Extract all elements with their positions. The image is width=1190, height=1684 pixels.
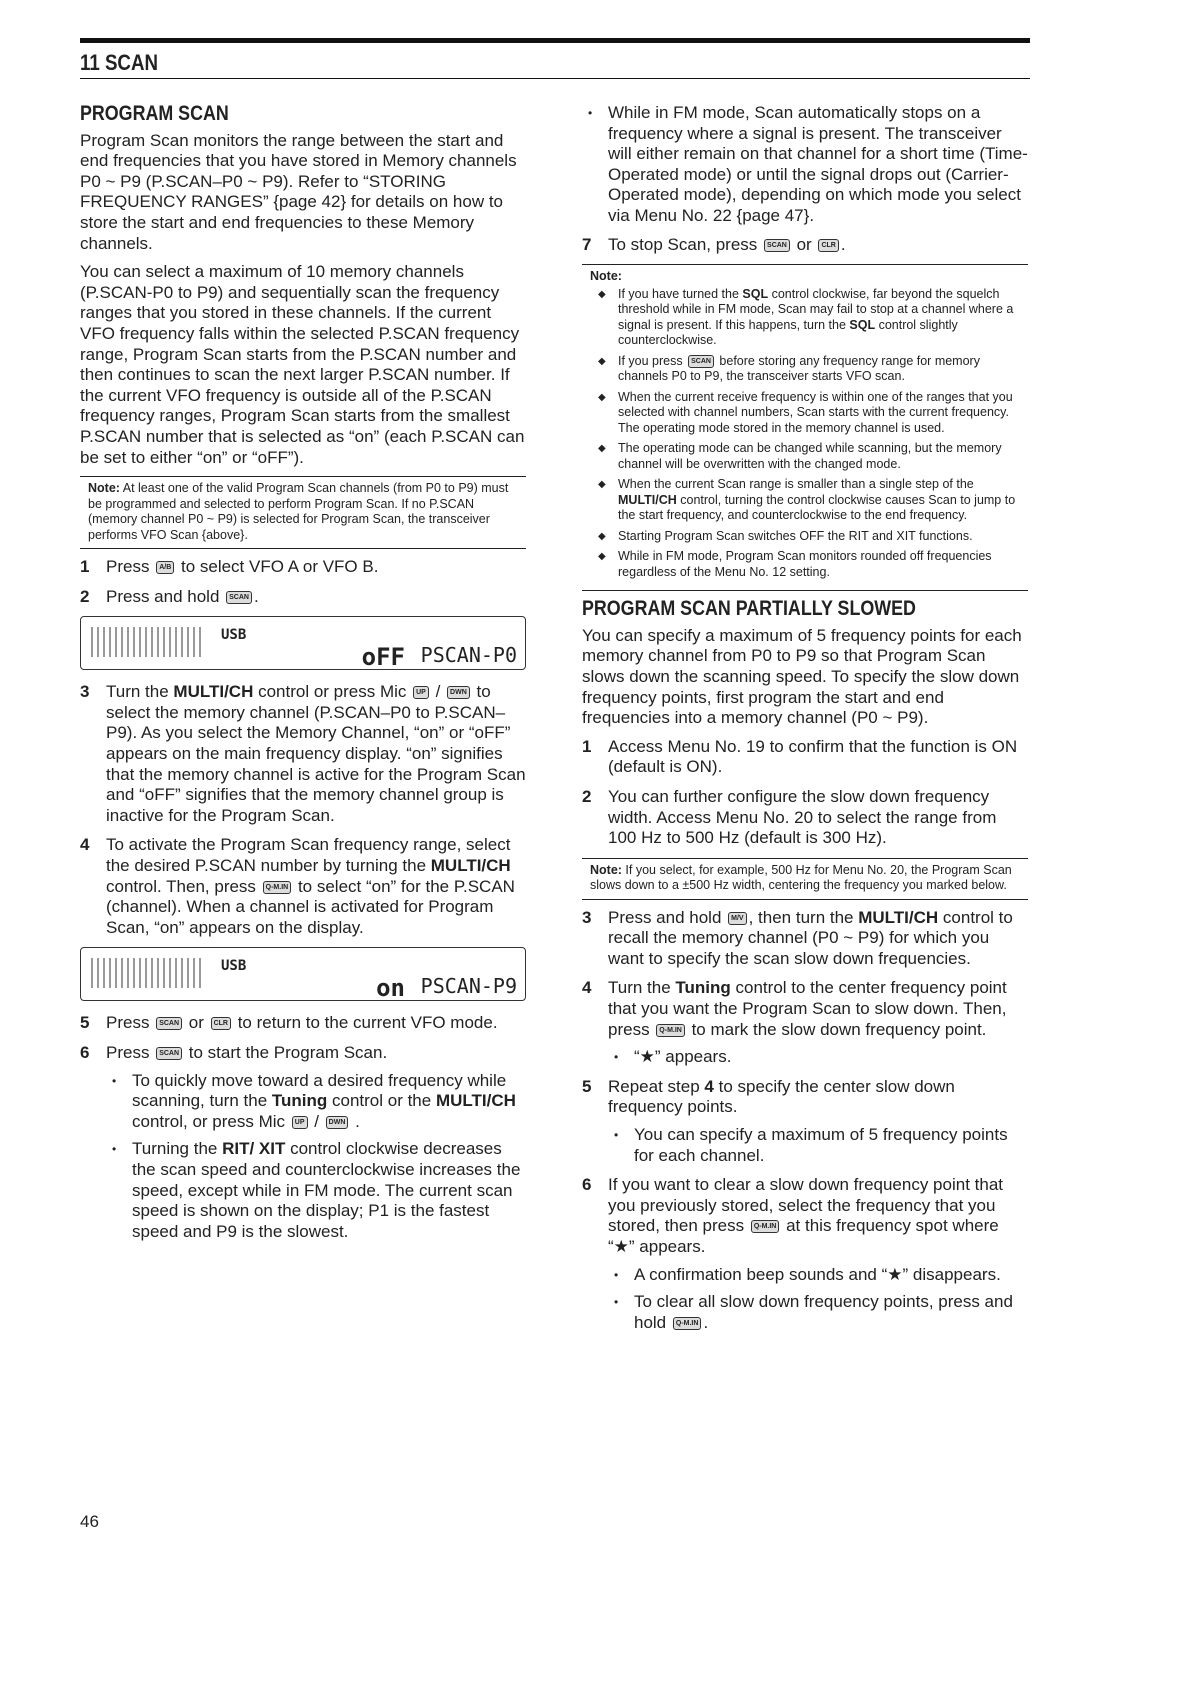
key-qmin-icon: Q-M.IN <box>673 1317 702 1330</box>
key-mv-icon: M/V <box>728 912 746 925</box>
bullet-item <box>106 1139 526 1242</box>
step-3 <box>80 682 526 826</box>
text-run: . <box>253 586 259 606</box>
text-run: If you press <box>618 353 687 368</box>
step-number: 3 <box>582 907 592 927</box>
step-6 <box>80 1043 526 1242</box>
step-number: 1 <box>582 736 592 756</box>
text-run: The operating mode can be changed while scanning, but the memory channel will be overwritten with the changed mode. <box>618 441 1002 471</box>
note-box <box>80 476 526 549</box>
text-run: To activate the Program Scan frequency range, select the desired P.SCAN number by turning the <box>106 835 511 876</box>
text-run: control or the <box>327 1091 436 1111</box>
step-2 <box>80 587 526 608</box>
step-4 <box>80 835 526 938</box>
text-run: If you have turned the <box>618 286 743 301</box>
text-run: . <box>840 234 846 254</box>
bold-term: RIT/ XIT <box>222 1139 286 1159</box>
text-run: control, turning the control clockwise causes Scan to jump to the start frequency, and counterclockwise to the end frequency. <box>618 492 1016 523</box>
text-run: Repeat step <box>608 1076 705 1096</box>
text-run: To clear all slow down frequency points, press and hold <box>634 1292 1013 1332</box>
chapter-title: 11 SCAN <box>80 50 158 75</box>
step-number: 6 <box>582 1175 592 1195</box>
page-number: 46 <box>80 1512 99 1531</box>
key-dwn-icon: DWN <box>447 686 470 699</box>
step-6 <box>582 1175 1028 1333</box>
text-run: You can specify a maximum of 5 frequency points for each channel. <box>634 1125 1008 1165</box>
paragraph <box>582 626 1028 729</box>
step-number: 5 <box>80 1013 90 1033</box>
key-scan-icon: SCAN <box>156 1017 182 1030</box>
text-run: or <box>184 1013 209 1033</box>
text-run: While in FM mode, Program Scan monitors rounded off frequencies regardless of the Menu No. 12 setting. <box>618 549 992 579</box>
text-run: Turning the <box>132 1139 223 1159</box>
key-clr-icon: CLR <box>211 1017 231 1030</box>
lcd-mode: USB <box>221 627 247 644</box>
paragraph <box>80 131 526 255</box>
right-column <box>582 103 1028 1342</box>
step-number: 4 <box>80 835 90 855</box>
text-run: Press <box>106 1013 155 1033</box>
bold-term: MULTI/CH <box>173 682 254 702</box>
section-heading: PROGRAM SCAN <box>80 102 229 125</box>
text-run: When the current receive frequency is within one of the ranges that you selected with channel numbers, Scan starts with the current frequency. The operating mode stored in the memory channel is used. <box>618 389 1013 435</box>
bold-term: SQL <box>742 286 769 301</box>
bold-term: MULTI/CH <box>430 856 511 876</box>
key-scan-icon: SCAN <box>226 591 252 604</box>
text-run: Turn the <box>608 978 676 998</box>
key-ab-icon: A/B <box>156 561 174 574</box>
text-run: When the current Scan range is smaller than a single step of the <box>618 477 974 492</box>
step-number: 2 <box>582 786 592 806</box>
s-meter-graphic <box>91 958 201 988</box>
text-run: to mark the slow down frequency point. <box>686 1019 987 1039</box>
text-run: Press <box>106 557 155 577</box>
bullet-item <box>582 103 1028 227</box>
text-run: While in FM mode, Scan automatically stops on a frequency where a signal is present. The transceiver will either remain on that channel for a short time (Time-Operated mode) or until the signal drops out (Carrier-Operated mode), depending on which mode you select via Menu No. 22 {page 47}. <box>608 103 1028 225</box>
lcd-main-readout: oFF <box>361 642 405 671</box>
text-run: Access Menu No. 19 to confirm that the function is ON (default is ON). <box>608 736 1018 777</box>
note-item <box>590 390 1020 437</box>
text-run: to specify the center slow down frequency points. <box>608 1076 955 1117</box>
step-5 <box>582 1077 1028 1166</box>
step-number: 3 <box>80 682 90 702</box>
text-run: control or press Mic <box>253 682 412 702</box>
text-run: to return to the current VFO mode. <box>232 1013 498 1033</box>
bold-term: MULTI/CH <box>618 492 677 507</box>
text-run: . <box>350 1111 360 1131</box>
step-number: 4 <box>582 978 592 998</box>
text-run: You can select a maximum of 10 memory channels (P.SCAN-P0 to P9) and sequentially scan the frequency ranges that you stored in these channels. If the current VFO frequency falls within the selected P.SCAN frequency range, Program Scan starts from the P.SCAN number and then continues to scan the next larger P.SCAN number. If the current VFO frequency is outside all of the P.SCAN frequency ranges, Program Scan starts from the smallest P.SCAN number that is selected as “on” (each P.SCAN can be set to either “on” or “oFF”). <box>80 262 525 467</box>
bold-term: Note: <box>88 481 120 496</box>
note-item <box>590 287 1020 349</box>
bullet-item <box>608 1292 1028 1333</box>
text-run: to select “on” for the P.SCAN (channel). When a channel is activated for Program Scan, “on” appears on the display. <box>106 876 515 937</box>
bold-term: Tuning <box>675 978 731 998</box>
bold-term: SQL <box>849 317 876 332</box>
key-qmin-icon: Q-M.IN <box>751 1220 780 1233</box>
text-run: A confirmation beep sounds and “★” disappears. <box>634 1264 1001 1284</box>
key-scan-icon: SCAN <box>156 1047 182 1060</box>
text-run: control clockwise decreases the scan speed and counterclockwise increases the speed, except while in FM mode. The current scan speed is shown on the display; P1 is the fastest speed and P9 is the slowest. <box>132 1139 521 1241</box>
text-run: Press and hold <box>106 586 225 606</box>
header-divider <box>80 78 1030 79</box>
bold-term: Tuning <box>271 1091 328 1111</box>
text-run: before storing any frequency range for memory channels P0 to P9, the transceiver starts VFO scan. <box>618 353 980 384</box>
note-item <box>590 549 1020 580</box>
section-heading: PROGRAM SCAN PARTIALLY SLOWED <box>582 597 916 621</box>
text-run: “★” appears. <box>634 1047 732 1067</box>
text-run: Turn the <box>106 682 174 702</box>
bullet-item <box>608 1125 1028 1166</box>
text-run: or <box>791 234 817 254</box>
text-run: To quickly move toward a desired frequency while scanning, turn the <box>132 1070 507 1111</box>
text-run: If you want to clear a slow down frequency point that you previously stored, select the frequency that you stored, then press <box>608 1175 1004 1236</box>
text-run: control, or press Mic <box>132 1111 290 1131</box>
bullet-group <box>582 103 1028 227</box>
step-7 <box>582 235 1028 256</box>
step-number: 5 <box>582 1076 592 1096</box>
text-run: Starting Program Scan switches OFF the RIT and XIT functions. <box>618 528 973 543</box>
step-4 <box>582 978 1028 1067</box>
text-run: control to recall the memory channel (P0 ~ P9) for which you want to specify the scan slow down frequencies. <box>608 907 1013 968</box>
key-up-icon: UP <box>413 686 429 699</box>
key-scan-icon: SCAN <box>764 239 790 252</box>
bullet-item <box>608 1265 1028 1286</box>
text-run: at this frequency spot where “★” appears. <box>608 1216 999 1256</box>
note-item <box>590 477 1020 524</box>
text-run: . <box>703 1312 709 1332</box>
text-run: to select the memory channel (P.SCAN–P0 to P.SCAN–P9). As you select the Memory Channel, “on” or “oFF” appears on the main frequency display. “on” signifies that the memory channel is active for the Program Scan and “oFF” signifies that the memory channel group is inactive for the Program Scan. <box>106 682 526 825</box>
lcd-mode: USB <box>221 958 247 975</box>
step-2 <box>582 787 1028 849</box>
text-run: Press <box>106 1043 155 1062</box>
text-run: control to the center frequency point that you want the Program Scan to slow down. Then, press <box>608 978 1007 1039</box>
text-run: To stop Scan, press <box>608 234 763 254</box>
step-number: 6 <box>80 1043 90 1062</box>
step-3 <box>582 908 1028 970</box>
note-items <box>590 287 1020 581</box>
s-meter-graphic <box>91 627 201 657</box>
lcd-channel: PSCAN-P9 <box>420 973 517 998</box>
text-run: Program Scan monitors the range between the start and end frequencies that you have stored in Memory channels P0 ~ P9 (P.SCAN–P0 ~ P9). Refer to “STORING FREQUENCY RANGES” {page 42} for details on how to store the start and end frequencies to these Memory channels. <box>80 130 517 253</box>
bold-term: 4 <box>704 1076 714 1096</box>
text-run: You can further configure the slow down frequency width. Access Menu No. 20 to select the range from 100 Hz to 500 Hz (default is 300 Hz). <box>608 786 997 848</box>
bullet-item <box>106 1071 526 1133</box>
note-box <box>582 858 1028 900</box>
text-run: to start the Program Scan. <box>184 1043 388 1062</box>
key-qmin-icon: Q-M.IN <box>263 881 292 894</box>
lcd-channel: PSCAN-P0 <box>420 642 517 667</box>
bold-term: MULTI/CH <box>435 1091 516 1111</box>
bold-term: Note: <box>590 862 622 877</box>
step-1 <box>80 557 526 578</box>
text-run: to select VFO A or VFO B. <box>176 557 379 577</box>
note-title: Note: <box>590 269 622 284</box>
note-item <box>590 441 1020 472</box>
paragraph <box>80 262 526 468</box>
text-run: control clockwise, far beyond the squelch threshold while in FM mode, Scan may fail to stop at a channel where a signal is present. If this happens, turn the <box>618 286 1014 332</box>
text-run: / <box>430 682 446 702</box>
header-rule <box>80 38 1030 43</box>
bold-term: MULTI/CH <box>858 907 939 927</box>
key-dwn-icon: DWN <box>326 1116 349 1129</box>
bullet-item <box>608 1047 1028 1068</box>
note-item <box>590 354 1020 385</box>
step-5 <box>80 1013 526 1034</box>
key-clr-icon: CLR <box>818 239 838 252</box>
lcd-display <box>80 947 526 1001</box>
text-run: You can specify a maximum of 5 frequency points for each memory channel from P0 to P9 so that Program Scan slows down the scanning speed. To specify the slow down frequency points, first program the start and end frequencies into a memory channel (P0 ~ P9). <box>582 625 1022 728</box>
key-scan-icon: SCAN <box>688 355 714 368</box>
text-run: If you select, for example, 500 Hz for Menu No. 20, the Program Scan slows down to a ±500 Hz width, centering the frequency you marked below. <box>590 862 1012 893</box>
text-run: control. Then, press <box>106 876 261 896</box>
note-item <box>590 529 1020 545</box>
key-up-icon: UP <box>292 1116 308 1129</box>
step-number: 7 <box>582 234 592 254</box>
step-number: 1 <box>80 557 90 577</box>
text-run: At least one of the valid Program Scan channels (from P0 to P9) must be programmed and selected to perform Program Scan. If no P.SCAN (memory channel P0 ~ P9) is selected for Program Scan, the transceiver performs VFO Scan {above}. <box>88 481 509 542</box>
text-run: , then turn the <box>748 907 859 927</box>
text-run: Press and hold <box>608 907 727 927</box>
lcd-main-readout: on <box>376 973 405 1002</box>
note-list <box>582 264 1028 591</box>
lcd-display <box>80 616 526 670</box>
step-1 <box>582 737 1028 778</box>
text-run: control slightly counterclockwise. <box>618 317 958 348</box>
text-run: / <box>309 1111 324 1131</box>
left-column <box>80 100 526 1251</box>
key-qmin-icon: Q-M.IN <box>656 1024 685 1037</box>
step-number: 2 <box>80 586 90 606</box>
